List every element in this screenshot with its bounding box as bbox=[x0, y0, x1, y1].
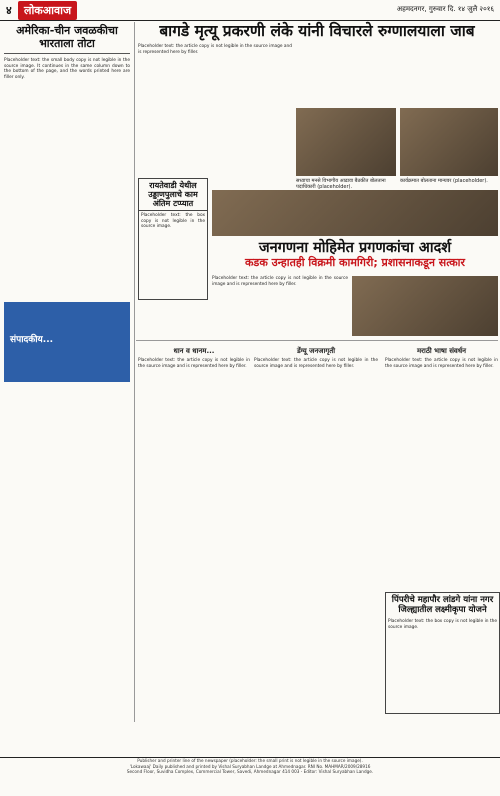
right-news-box bbox=[385, 592, 500, 714]
bottom-left-article bbox=[138, 344, 250, 754]
bottom-mid-subhead: डेंग्यू जनजागृती bbox=[296, 347, 336, 355]
bottom-right-article bbox=[385, 344, 498, 588]
bottom-left-subhead: धान व धानम... bbox=[173, 347, 215, 355]
mid-subheadline: कडक उन्हातही विक्रमी कामगिरी; प्रशासनाकडून सत्कार bbox=[244, 256, 466, 269]
print-line-2: 'Lokawaaj' Daily published and printed by Vishal Suryabhan Landge at Ahmednagar. RNI No. MAHMAR/2009/28916 bbox=[129, 763, 371, 769]
mid-headline-block bbox=[212, 240, 498, 269]
mid-article-col1: Placeholder text: the article copy is not legible in the source image and is represented here by filler. bbox=[212, 276, 348, 287]
bottom-mid-body: Placeholder text: the article copy is not legible in the source image and is represented here by filler. bbox=[254, 358, 378, 369]
issue-date: अहमदनगर, गुरुवार दि. १४ जुलै २०१६ bbox=[396, 5, 494, 13]
right-news-headline: पिंपरीचे महापौर लांडगे यांना नगर जिल्ह्यातील लक्ष्मीकृपा योजने bbox=[391, 595, 494, 615]
side-news-headline: रायतेवाडी येथील उड्डाणपुलाचे काम अंतिम टप्प्यात bbox=[139, 179, 207, 211]
photo-caption-2: कार्यक्रमात बोलताना मान्यवर (placeholder). bbox=[400, 178, 488, 184]
top-headline: बागडे मृत्यू प्रकरणी लंके यांनी विचारले रुग्णालयाला जाब bbox=[159, 22, 475, 40]
side-news-body: Placeholder text: the box copy is not legible in the source image. bbox=[141, 213, 205, 230]
section-divider bbox=[136, 340, 498, 341]
bottom-right-subhead: मराठी भाषा संवर्धन bbox=[416, 347, 467, 355]
left-column bbox=[0, 22, 135, 722]
masthead bbox=[0, 0, 500, 21]
top-article-body: Placeholder text: the article copy is not legible in the source image and is represented here by filler. bbox=[138, 44, 292, 55]
print-line-1: Publisher and printer line of the newspaper (placeholder: the small print is not legible in the source image). bbox=[137, 758, 363, 763]
mid-photo bbox=[352, 276, 498, 336]
editorial-label: संपादकीय... bbox=[10, 335, 54, 345]
photo-top-right bbox=[400, 108, 498, 176]
right-news-body: Placeholder text: the box copy is not legible in the source image. bbox=[388, 619, 497, 630]
print-line bbox=[0, 757, 500, 796]
page-number: ४ bbox=[6, 4, 12, 17]
bottom-right-body: Placeholder text: the article copy is not legible in the source image and is represented here by filler. bbox=[385, 358, 498, 369]
newspaper-logo: लोकआवाज bbox=[18, 1, 77, 20]
editorial-image bbox=[4, 302, 130, 382]
photo-top-left bbox=[296, 108, 396, 176]
mid-headline: जनगणना मोहिमेत प्रगणकांचा आदर्श bbox=[258, 240, 452, 256]
event-photo bbox=[212, 190, 498, 236]
left-article-body: Placeholder text: the small body copy is not legible in the source image. It continues in the same column down to the bottom of the page, and the words printed here are filler only. bbox=[4, 58, 130, 80]
bottom-mid-article bbox=[254, 344, 378, 754]
side-news-box bbox=[138, 178, 208, 300]
photo-caption-1: सध्याचा मनसे विभागीय आढावा बैठकीत बोलताना पदाधिकारी (placeholder). bbox=[296, 178, 386, 191]
print-line-3: Second Floor, Suvidha Complex, Commercial Tower, Savedi, Ahmednagar 414 003 - Editor: Vishal Suryabhan Landge. bbox=[126, 769, 374, 774]
bottom-left-body: Placeholder text: the article copy is not legible in the source image and is represented here by filler. bbox=[138, 358, 250, 369]
left-headline: अमेरिका-चीन जवळकीचा भारताला तोटा bbox=[4, 24, 130, 54]
